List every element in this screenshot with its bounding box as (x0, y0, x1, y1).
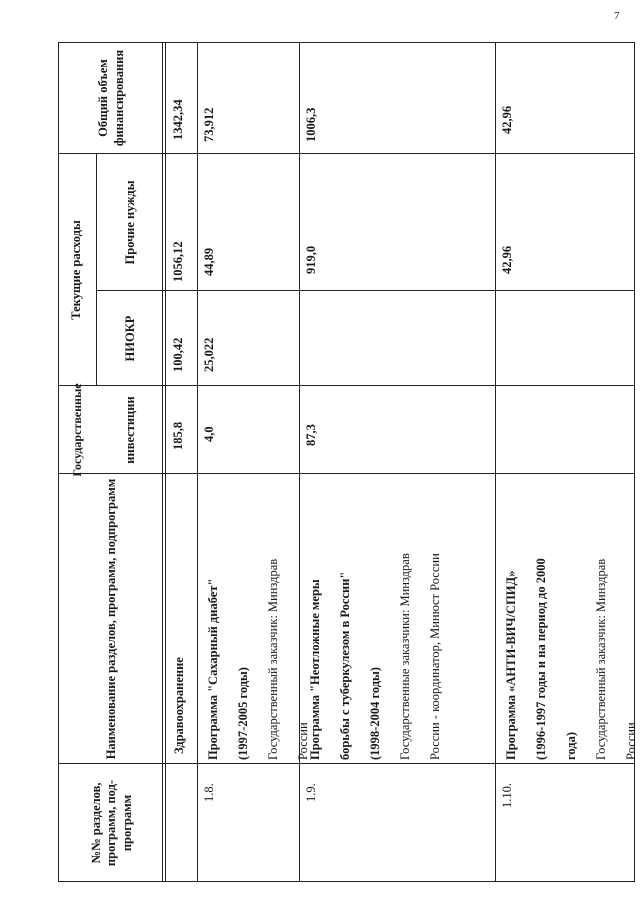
program-name: Программа "Сахарный диабет" (1997-2005 годы) Государственный заказчик: Минздрав России (206, 558, 310, 760)
section-niokr: 100,42 (171, 337, 185, 372)
header-invest-group: Государственные (69, 383, 84, 477)
row-total: 73,912 (202, 107, 216, 142)
row-niokr: 25,022 (202, 337, 216, 372)
section-invest: 185,8 (171, 421, 185, 450)
program-name: Программа "Неотложные меры борьбы с туберкулезом в России" (1998-2004 годы) Государственные заказчики: Минздрав России - координатор, Минюст России (308, 553, 442, 760)
row-num: 1.10. (500, 783, 514, 808)
row-invest: 4,0 (202, 426, 216, 442)
header-current-group: Текущие расходы (69, 220, 84, 320)
section-name: Здравоохранение (171, 657, 186, 754)
table-header (58, 42, 166, 882)
header-total: Общий объем финансирования (96, 49, 126, 147)
program-name: Программа «АНТИ-ВИЧ/СПИД» (1996-1997 годы и на период до 2000 года) Государственный заказчик: Минздрав России (504, 558, 638, 760)
header-name: Наименование разделов, программ, подпрограмм (104, 478, 119, 760)
header-other: Прочие нужды (123, 180, 138, 265)
header-niokr: НИОКР (123, 315, 138, 362)
row-num: 1.9. (304, 783, 318, 802)
row-invest: 87,3 (304, 424, 318, 446)
header-num: №№ разделов, программ, под-программ (88, 779, 134, 867)
page-number: 7 (614, 10, 620, 22)
section-total: 1342,34 (171, 99, 185, 140)
row-other: 42,96 (500, 245, 514, 274)
row-total: 1006,3 (304, 107, 318, 142)
header-invest: инвестиции (123, 396, 138, 464)
row-other: 44,89 (202, 247, 216, 276)
row-num: 1.8. (202, 783, 216, 802)
table-body (162, 42, 638, 882)
row-other: 919,0 (304, 245, 318, 274)
section-other: 1056,12 (171, 241, 185, 282)
row-total: 42,96 (500, 105, 514, 134)
